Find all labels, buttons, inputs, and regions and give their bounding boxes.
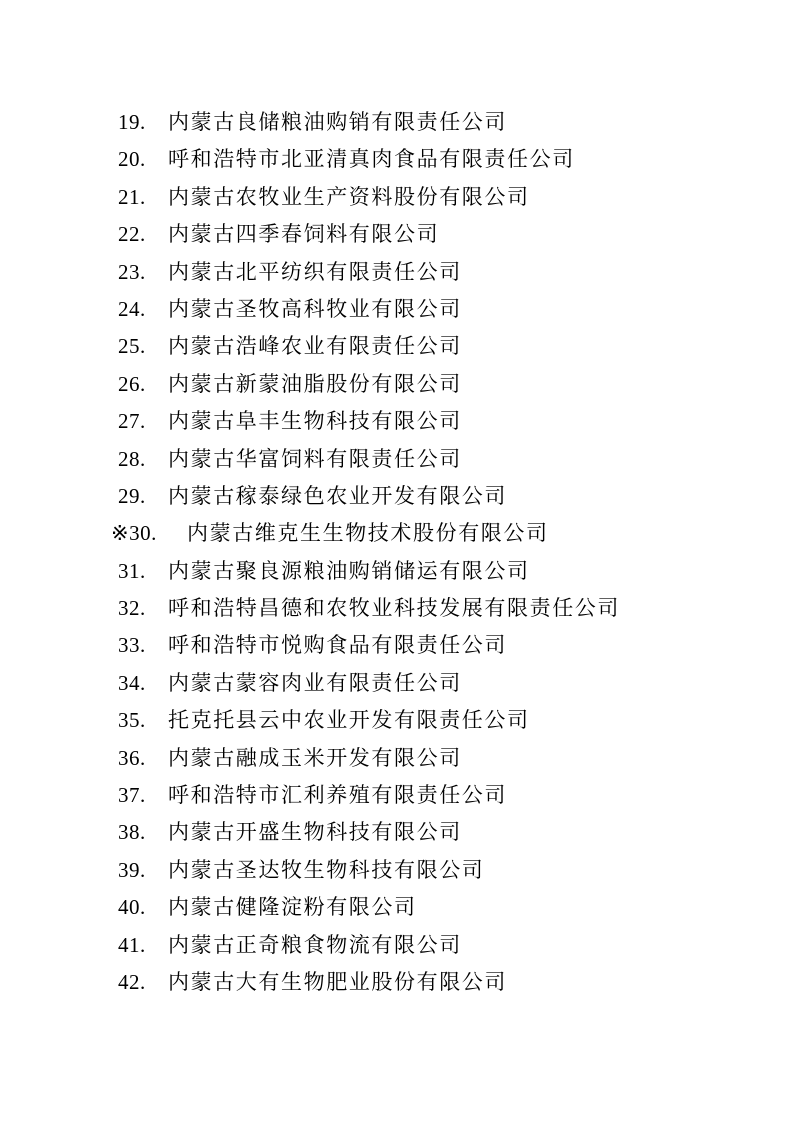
list-item [0,740,793,777]
list-item [0,627,793,664]
item-number: 32. [118,596,146,621]
company-name: 内蒙古大有生物肥业股份有限公司 [168,969,507,994]
item-number: 41. [118,932,146,957]
list-item [0,441,793,478]
list-item [0,665,793,702]
item-number: ※30. [111,521,157,546]
company-name: 呼和浩特昌德和农牧业科技发展有限责任公司 [168,596,620,621]
company-name: 内蒙古良储粮油购销有限责任公司 [168,110,507,134]
item-number: 24. [118,296,146,321]
company-name: 内蒙古华富饲料有限责任公司 [168,446,462,471]
list-item [0,403,793,440]
company-name: 内蒙古圣达牧生物科技有限公司 [168,857,485,882]
company-name: 内蒙古健隆淀粉有限公司 [168,895,417,920]
company-name: 内蒙古维克生生物技术股份有限公司 [187,521,549,546]
list-item [0,814,793,851]
list-item [0,889,793,926]
company-name: 呼和浩特市汇利养殖有限责任公司 [168,783,507,808]
item-number: 21. [118,184,146,209]
item-number: 35. [118,708,146,733]
list-item [0,553,793,590]
item-number: 37. [118,783,146,808]
list-item [0,702,793,739]
item-number: 38. [118,820,146,845]
list-item [0,590,793,627]
list-item [0,254,793,291]
list-item [0,328,793,365]
item-number: 26. [118,371,146,396]
item-number: 23. [118,259,146,284]
item-number: 36. [118,745,146,770]
item-number: 33. [118,633,146,658]
company-name: 内蒙古开盛生物科技有限公司 [168,820,462,845]
item-number: 28. [118,446,146,471]
company-name: 内蒙古新蒙油脂股份有限公司 [168,371,462,396]
item-number: 19. [118,110,146,134]
company-name: 呼和浩特市北亚清真肉食品有限责任公司 [168,147,575,172]
company-name: 内蒙古聚良源粮油购销储运有限公司 [168,558,530,583]
company-name: 内蒙古农牧业生产资料股份有限公司 [168,184,530,209]
item-number: 31. [118,558,146,583]
list-item [0,515,793,552]
company-name: 内蒙古北平纺织有限责任公司 [168,259,462,284]
company-name: 呼和浩特市悦购食品有限责任公司 [168,633,507,658]
list-item [0,104,793,141]
list-item [0,478,793,515]
list-item [0,216,793,253]
list-item [0,777,793,814]
company-name: 托克托县云中农业开发有限责任公司 [168,708,530,733]
item-number: 42. [118,969,146,994]
company-name: 内蒙古四季春饲料有限公司 [168,222,440,247]
item-number: 39. [118,857,146,882]
item-number: 27. [118,409,146,434]
item-number: 34. [118,670,146,695]
list-item [0,927,793,964]
item-number: 29. [118,483,146,508]
company-name: 内蒙古蒙容肉业有限责任公司 [168,670,462,695]
item-number: 25. [118,334,146,359]
list-item [0,366,793,403]
item-number: 40. [118,895,146,920]
company-name: 内蒙古阜丰生物科技有限公司 [168,409,462,434]
company-name: 内蒙古融成玉米开发有限公司 [168,745,462,770]
item-number: 22. [118,222,146,247]
company-name: 内蒙古浩峰农业有限责任公司 [168,334,462,359]
company-name: 内蒙古正奇粮食物流有限公司 [168,932,462,957]
list-item [0,141,793,178]
company-name: 内蒙古圣牧高科牧业有限公司 [168,296,462,321]
company-name: 内蒙古稼泰绿色农业开发有限公司 [168,483,507,508]
list-item [0,964,793,1001]
list-item [0,291,793,328]
list-item [0,179,793,216]
list-item [0,852,793,889]
item-number: 20. [118,147,146,172]
